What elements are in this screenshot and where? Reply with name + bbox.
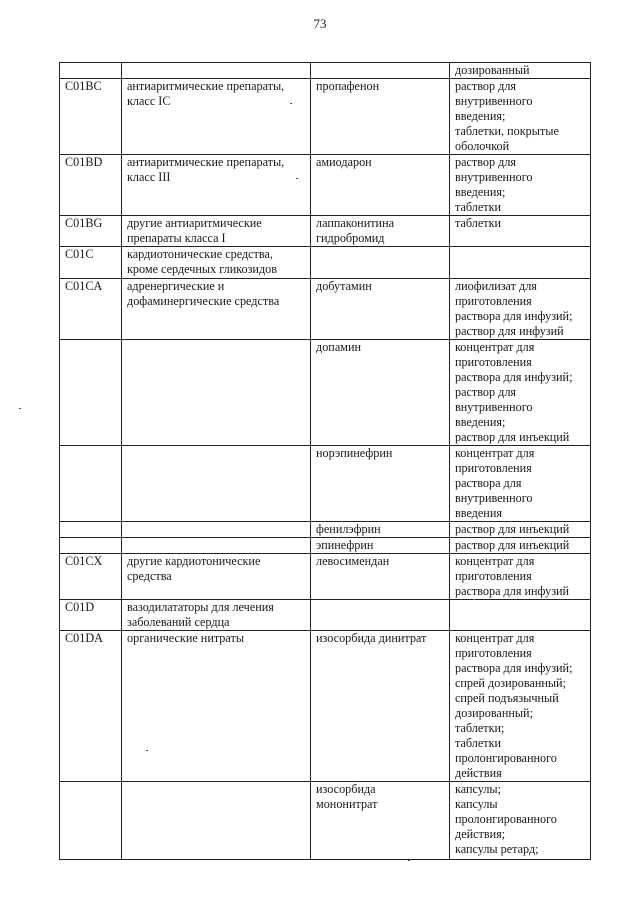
atc-code-cell (60, 446, 122, 522)
dosage-form-cell: раствор для внутривенного введения; таблетки (450, 155, 591, 216)
atc-code-cell: C01BG (60, 216, 122, 247)
table-row (60, 782, 591, 860)
pharmacological-group-cell: адренергические и дофаминергические средства (122, 279, 311, 340)
scan-speck (290, 103, 292, 104)
drug-name-cell (311, 247, 450, 279)
scan-speck (19, 408, 21, 409)
dosage-form-cell: капсулы; капсулы пролонгированного действия; капсулы ретард; (450, 782, 591, 860)
table-row (60, 79, 591, 155)
atc-code-cell: C01CA (60, 279, 122, 340)
drug-name-cell: изосорбида мононитрат (311, 782, 450, 860)
table-row (60, 554, 591, 600)
dosage-form-cell: раствор для инъекций (450, 522, 591, 538)
pharmacological-group-cell (122, 446, 311, 522)
scan-speck (146, 750, 148, 751)
pharmacological-group-cell (122, 782, 311, 860)
atc-code-cell: C01D (60, 600, 122, 631)
dosage-form-cell: таблетки (450, 216, 591, 247)
pharmacological-group-cell: кардиотонические средства, кроме сердечных гликозидов (122, 247, 311, 279)
drug-name-cell: изосорбида динитрат (311, 631, 450, 782)
table-row (60, 340, 591, 446)
drug-name-cell (311, 600, 450, 631)
atc-code-cell (60, 63, 122, 79)
pharmacological-group-cell: вазодилататоры для лечения заболеваний сердца (122, 600, 311, 631)
dosage-form-cell: концентрат для приготовления раствора для инфузий; спрей дозированный; спрей подъязычный дозированный; таблетки; таблетки пролонгированного действия (450, 631, 591, 782)
table-row (60, 279, 591, 340)
dosage-form-cell (450, 247, 591, 279)
pharmacological-group-cell: другие антиаритмические препараты класса I (122, 216, 311, 247)
dosage-form-cell: концентрат для приготовления раствора для внутривенного введения (450, 446, 591, 522)
drug-name-cell (311, 63, 450, 79)
drug-name-cell: фенилэфрин (311, 522, 450, 538)
page-number: 73 (313, 16, 327, 31)
atc-code-cell: C01BC (60, 79, 122, 155)
dosage-form-cell: раствор для внутривенного введения; таблетки, покрытые оболочкой (450, 79, 591, 155)
atc-code-cell: C01DA (60, 631, 122, 782)
pharmacological-group-cell: органические нитраты (122, 631, 311, 782)
atc-code-cell: C01BD (60, 155, 122, 216)
pharmacological-group-cell (122, 522, 311, 538)
dosage-form-cell: дозированный (450, 63, 591, 79)
drug-name-cell: лаппаконитина гидробромид (311, 216, 450, 247)
drug-name-cell: левосимендан (311, 554, 450, 600)
pharmacological-group-cell (122, 63, 311, 79)
dosage-form-cell: лиофилизат для приготовления раствора для инфузий; раствор для инфузий (450, 279, 591, 340)
pharmacological-group-cell: другие кардиотонические средства (122, 554, 311, 600)
drug-name-cell: амиодарон (311, 155, 450, 216)
drug-name-cell: добутамин (311, 279, 450, 340)
drug-name-cell: норэпинефрин (311, 446, 450, 522)
table-row (60, 446, 591, 522)
pharmacological-group-cell: антиаритмические препараты, класс IC (122, 79, 311, 155)
pharmacological-group-cell (122, 340, 311, 446)
atc-code-cell (60, 522, 122, 538)
dosage-form-cell (450, 600, 591, 631)
atc-code-cell (60, 782, 122, 860)
atc-code-cell: C01CX (60, 554, 122, 600)
drug-classification-table (59, 62, 591, 860)
atc-code-cell: C01C (60, 247, 122, 279)
scan-speck (408, 860, 410, 861)
table-row (60, 538, 591, 554)
table-row (60, 216, 591, 247)
dosage-form-cell: концентрат для приготовления раствора для инфузий (450, 554, 591, 600)
table-row (60, 522, 591, 538)
dosage-form-cell: раствор для инъекций (450, 538, 591, 554)
pharmacological-group-cell (122, 538, 311, 554)
drug-name-cell: эпинефрин (311, 538, 450, 554)
table-row (60, 247, 591, 279)
drug-name-cell: пропафенон (311, 79, 450, 155)
table-row (60, 155, 591, 216)
atc-code-cell (60, 340, 122, 446)
drug-name-cell: допамин (311, 340, 450, 446)
scan-speck (296, 178, 298, 179)
table-row (60, 63, 591, 79)
scan-speck (473, 599, 475, 600)
dosage-form-cell: концентрат для приготовления раствора для инфузий; раствор для внутривенного введения; раствор для инъекций (450, 340, 591, 446)
table-row (60, 631, 591, 782)
table-row (60, 600, 591, 631)
atc-code-cell (60, 538, 122, 554)
pharmacological-group-cell: антиаритмические препараты, класс III (122, 155, 311, 216)
